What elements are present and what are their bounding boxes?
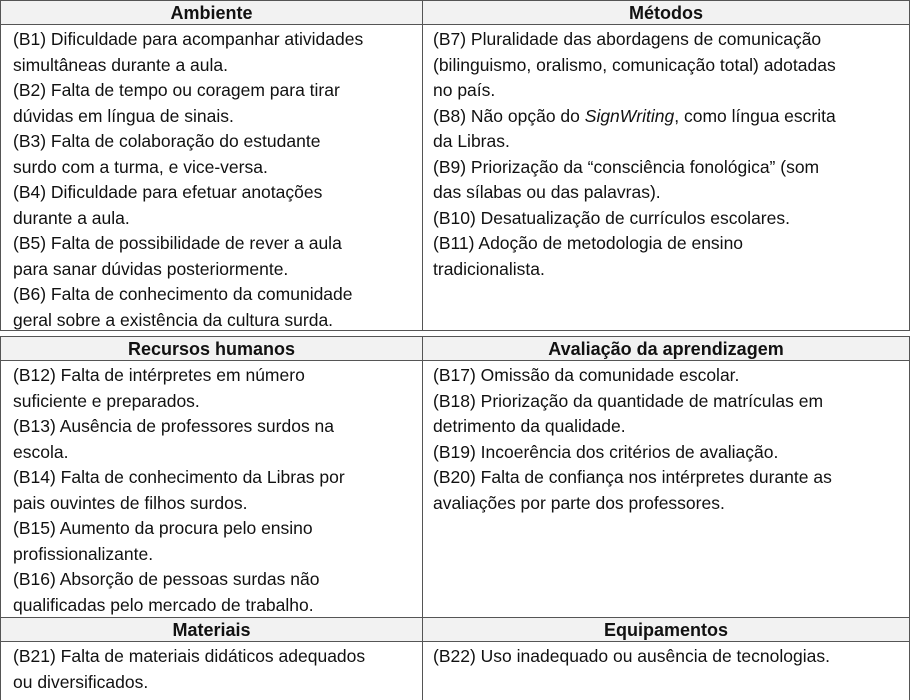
barrier-item [433, 206, 909, 232]
item-line: (B1) Dificuldade para acompanhar atividades [13, 29, 364, 49]
item-line: durante a aula. [13, 207, 130, 228]
cell-ambiente [0, 24, 423, 331]
item-line: suficiente e preparados. [13, 390, 200, 411]
barrier-item [433, 644, 909, 670]
item-line: (B14) Falta de conhecimento da Libras por [13, 467, 345, 487]
header-metodos: Métodos [422, 0, 910, 25]
item-line: detrimento da qualidade. [433, 416, 626, 436]
header-ambiente: Ambiente [0, 0, 423, 25]
header-materiais: Materiais [0, 617, 423, 642]
item-line: (B11) Adoção de metodologia de ensino [433, 233, 744, 253]
item-text: , como língua escrita [674, 105, 836, 126]
item-line: (B5) Falta de possibilidade de rever a aula [13, 233, 342, 253]
barrier-item [13, 567, 422, 618]
cell-equipamentos [422, 641, 910, 700]
item-line: (B15) Aumento da procura pelo ensino [13, 518, 313, 538]
barrier-item [13, 644, 422, 695]
header-equipamentos: Equipamentos [422, 617, 910, 642]
barrier-item [13, 78, 422, 129]
cell-metodos [422, 24, 910, 331]
item-line: (B3) Falta de colaboração do estudante [13, 131, 321, 151]
cell-recursos-humanos [0, 360, 423, 618]
header-recursos-humanos: Recursos humanos [0, 336, 423, 361]
item-line: pais ouvintes de filhos surdos. [13, 492, 248, 513]
barrier-item [433, 440, 909, 466]
barrier-item [13, 516, 422, 567]
item-line: profissionalizante. [13, 543, 154, 564]
item-line: (B22) Uso inadequado ou ausência de tecnologias. [433, 646, 830, 666]
cell-avaliacao [422, 360, 910, 618]
italic-term: SignWriting [584, 105, 675, 126]
item-line: (B9) Priorização da “consciência fonológica” (som [433, 156, 820, 177]
barrier-item [433, 465, 909, 516]
item-line: qualificadas pelo mercado de trabalho. [13, 594, 314, 615]
barrier-item [433, 155, 909, 206]
cell-materiais [0, 641, 423, 700]
item-line: simultâneas durante a aula. [13, 54, 228, 75]
item-line: tradicionalista. [433, 258, 545, 279]
item-line: (B17) Omissão da comunidade escolar. [433, 365, 740, 385]
item-line: surdo com a turma, e vice-versa. [13, 156, 268, 177]
item-line: no país. [433, 80, 496, 100]
header-avaliacao: Avaliação da aprendizagem [422, 336, 910, 361]
barrier-item [13, 282, 422, 333]
item-line: (B10) Desatualização de currículos escolares. [433, 207, 790, 228]
item-line: (B18) Priorização da quantidade de matrículas em [433, 390, 824, 411]
item-line: ou diversificados. [13, 671, 149, 692]
item-line: (B19) Incoerência dos critérios de avaliação. [433, 441, 779, 462]
item-line: das sílabas ou das palavras). [433, 182, 661, 202]
barrier-item [433, 231, 909, 282]
item-line: (bilinguismo, oralismo, comunicação total) adotadas [433, 54, 836, 75]
item-line: (B6) Falta de conhecimento da comunidade [13, 284, 353, 304]
item-text: (B8) Não opção do [433, 105, 585, 126]
item-line: para sanar dúvidas posteriormente. [13, 258, 289, 279]
barrier-item [433, 389, 909, 440]
item-line: da Libras. [433, 131, 510, 151]
item-line: (B21) Falta de materiais didáticos adequados [13, 646, 366, 666]
item-line: (B7) Pluralidade das abordagens de comunicação [433, 29, 822, 49]
barrier-item [433, 27, 909, 104]
barrier-item [13, 414, 422, 465]
item-line: (B13) Ausência de professores surdos na [13, 416, 335, 436]
item-line: (B2) Falta de tempo ou coragem para tirar [13, 80, 340, 100]
barrier-item [13, 231, 422, 282]
item-line: geral sobre a existência da cultura surda. [13, 309, 334, 330]
item-line: (B16) Absorção de pessoas surdas não [13, 569, 320, 589]
item-line: (B12) Falta de intérpretes em número [13, 365, 305, 385]
barrier-item [433, 104, 909, 155]
item-line: (B4) Dificuldade para efetuar anotações [13, 182, 323, 202]
item-line: dúvidas em língua de sinais. [13, 105, 234, 126]
barrier-item [13, 363, 422, 414]
item-line: avaliações por parte dos professores. [433, 492, 725, 513]
barrier-item [13, 129, 422, 180]
item-line: escola. [13, 441, 69, 462]
item-line: (B20) Falta de confiança nos intérpretes durante as [433, 467, 832, 487]
barrier-item [433, 363, 909, 389]
barrier-item [13, 465, 422, 516]
barrier-item [13, 180, 422, 231]
item-line [433, 104, 909, 130]
barrier-item [13, 27, 422, 78]
